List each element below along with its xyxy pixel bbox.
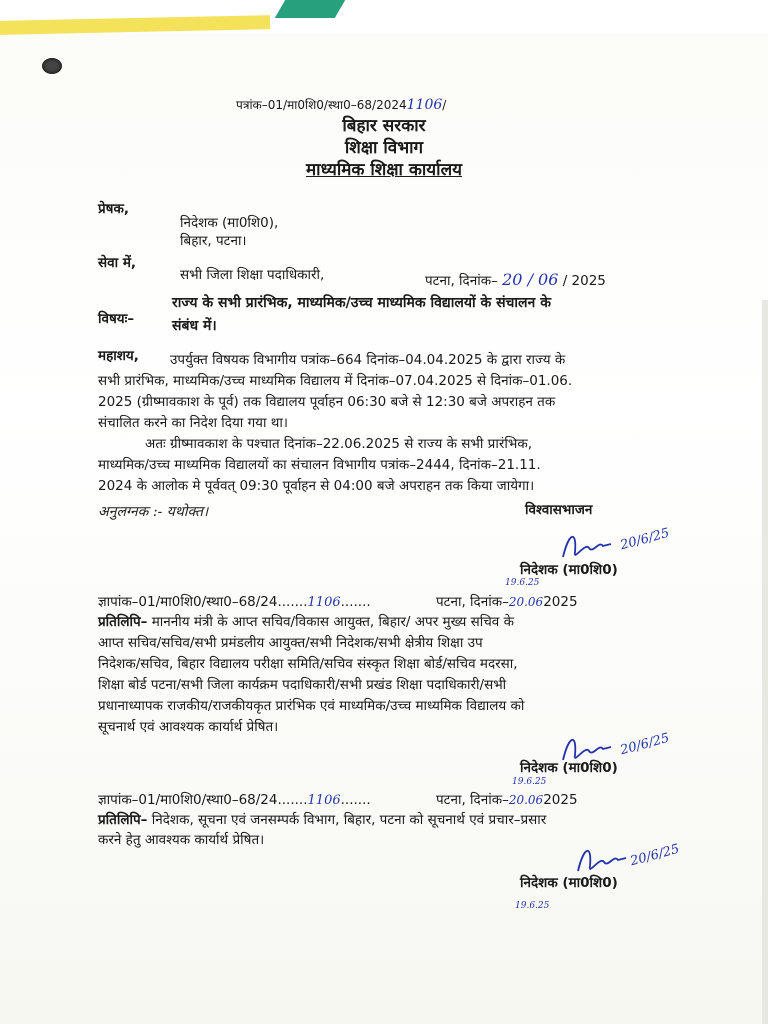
initial-3: 19.6.25 — [515, 901, 550, 911]
memo1-line-2: आप्त सचिव/सचिव/सभी प्रमंडलीय आयुक्त/सभी निदेशक/सभी क्षेत्रीय शिक्षा उप — [98, 635, 483, 651]
signatory-3: निदेशक (मा0शि0) — [520, 875, 618, 891]
memo1-no-hand: 1106 — [307, 595, 341, 610]
memo1-line-1 — [98, 612, 514, 632]
memo2-label: प्रतिलिपि– — [98, 812, 148, 828]
memo2-dots: ....... — [340, 792, 371, 808]
letter-number-text: पत्रांक–01/मा0शि0/स्था0–68/2024 — [236, 98, 407, 112]
memo1-no-text: ज्ञापांक–01/मा0शि0/स्था0–68/24....... — [98, 594, 308, 610]
para1-line-4: संचालित करने का निदेश दिया गया था। — [98, 415, 289, 431]
memo2-date — [436, 790, 578, 810]
memo1-line-4: शिक्षा बोर्ड पटना/सभी जिला कार्यक्रम पदाधिकारी/सभी प्रखंड शिक्षा पदाधिकारी/सभी — [98, 677, 507, 693]
header-office: माध्यमिक शिक्षा कार्यालय — [306, 160, 462, 180]
memo2-date-suffix: 2025 — [543, 792, 578, 808]
memo1-number — [98, 592, 371, 613]
initial-2: 19.6.25 — [512, 777, 547, 787]
memo1-line-5: प्रधानाध्यापक राजकीय/राजकीयकृत प्रारंभिक एवं माध्यमिक/उच्च माध्यमिक विद्यालय को — [98, 698, 525, 714]
yours-faithfully: विश्वासभाजन — [525, 502, 593, 518]
memo1-line-6: सूचनार्थ एवं आवश्यक कार्यार्थ प्रेषित। — [98, 719, 279, 735]
memo2-date-hand: 20.06 — [508, 793, 544, 807]
para1-line-2: सभी प्रारंभिक, माध्यमिक/उच्च माध्यमिक विद्यालय में दिनांक–07.04.2025 से दिनांक–01.06. — [98, 373, 573, 389]
para2-line-3: 2024 के आलोक मे पूर्ववत् 09:30 पूर्वाहन से 04:00 बजे अपराहन तक किया जायेगा। — [98, 478, 535, 494]
memo1-date-hand: 20.06 — [508, 595, 544, 609]
letter-date — [425, 270, 606, 291]
subject-line-1: राज्य के सभी प्रारंभिक, माध्यमिक/उच्च माध्यमिक विद्यालयों के संचालन के — [172, 295, 551, 311]
memo2-number — [98, 790, 371, 811]
date-hand: 20 / 06 — [502, 270, 559, 289]
page-edge — [762, 300, 768, 1024]
memo1-text-1: माननीय मंत्री के आप्त सचिव/विकास आयुक्त, बिहार/ अपर मुख्य सचिव के — [151, 614, 514, 630]
memo2-date-prefix: पटना, दिनांक– — [436, 792, 509, 808]
date-suffix: / 2025 — [562, 273, 606, 289]
para2-line-2: माध्यमिक/उच्च माध्यमिक विद्यालयों का संचालन विभागीय पत्रांक–2444, दिनांक–21.11. — [98, 457, 541, 473]
header-dept: शिक्षा विभाग — [344, 138, 424, 158]
initial-1: 19.6.25 — [505, 578, 540, 588]
header-govt: बिहार सरकार — [342, 116, 426, 136]
signature-1-date: 20/6/25 — [618, 525, 672, 554]
memo1-date — [436, 592, 578, 612]
para2-line-1: अतः ग्रीष्मावकाश के पश्चात दिनांक–22.06.2025 से राज्य के सभी प्रारंभिक, — [145, 436, 532, 452]
memo1-date-suffix: 2025 — [543, 594, 578, 610]
sender-label: प्रेषक, — [98, 201, 129, 217]
punch-hole — [42, 58, 62, 74]
memo2-no-text: ज्ञापांक–01/मा0शि0/स्था0–68/24....... — [98, 792, 308, 808]
signature-3-date: 20/6/25 — [628, 841, 682, 870]
recipient-label: सेवा में, — [98, 255, 137, 271]
sender-name: निदेशक (मा0शि0), — [180, 215, 279, 231]
memo1-label: प्रतिलिपि– — [98, 614, 148, 630]
green-strip — [275, 0, 345, 18]
signature-2-date: 20/6/25 — [618, 730, 672, 759]
sender-place: बिहार, पटना। — [180, 233, 247, 249]
para1-line-3: 2025 (ग्रीष्मावकाश के पूर्व) तक विद्यालय पूर्वाहन 06:30 बजे से 12:30 बजे अपराहन तक — [98, 394, 556, 410]
enclosure-note: अनुलग्नक :- यथोक्त। — [98, 504, 209, 520]
signatory-2: निदेशक (मा0शि0) — [520, 760, 618, 776]
memo1-line-3: निदेशक/सचिव, बिहार विद्यालय परीक्षा समिति/सचिव संस्कृत शिक्षा बोर्ड/सचिव मदरसा, — [98, 656, 518, 672]
subject-label: विषयः– — [98, 311, 135, 327]
memo2-line-2: करने हेतु आवश्यक कार्यार्थ प्रेषित। — [98, 832, 265, 848]
memo2-line-1 — [98, 810, 546, 830]
memo2-text-1: निदेशक, सूचना एवं जनसम्पर्क विभाग, बिहार, पटना को सूचनार्थ एवं प्रचार–प्रसार — [151, 812, 547, 828]
memo2-no-hand: 1106 — [307, 793, 341, 808]
date-prefix: पटना, दिनांक– — [425, 273, 498, 289]
para1-line-1: उपर्युक्त विषयक विभागीय पत्रांक–664 दिनांक–04.04.2025 के द्वारा राज्य के — [170, 352, 566, 368]
memo1-dots: ....... — [340, 594, 371, 610]
salutation: महाशय, — [98, 348, 139, 364]
letter-number: पत्रांक–01/मा0शि0/स्था0–68/20241106/ — [236, 97, 447, 113]
letter-number-hand: 1106 — [406, 97, 443, 113]
subject-line-2: संबंध में। — [172, 318, 217, 334]
memo1-date-prefix: पटना, दिनांक– — [436, 594, 509, 610]
recipient-name: सभी जिला शिक्षा पदाधिकारी, — [180, 267, 325, 283]
signatory-1: निदेशक (मा0शि0) — [520, 562, 618, 578]
